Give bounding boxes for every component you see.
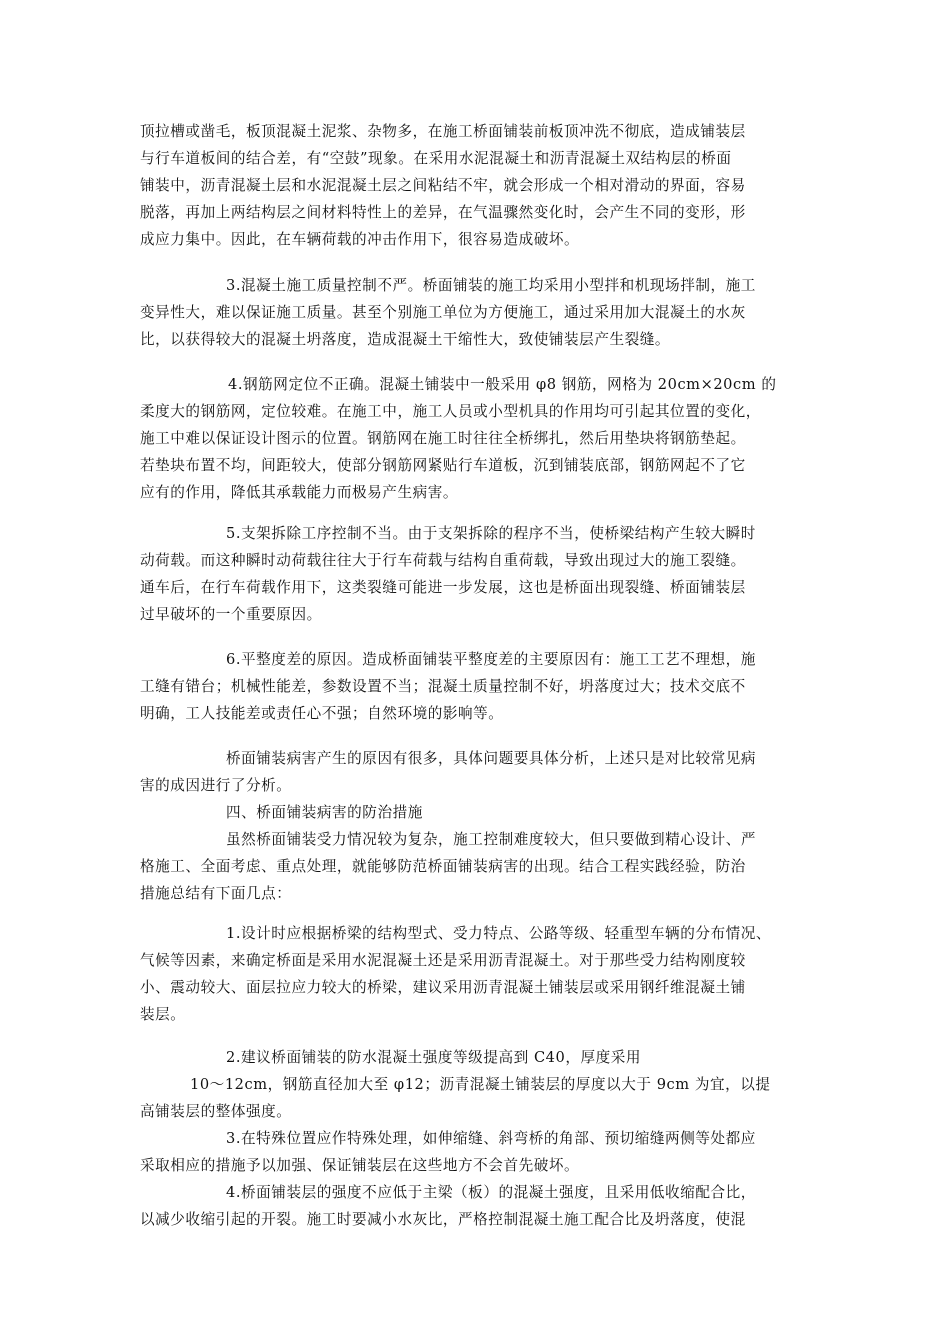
text-line: 顶拉槽或凿毛，板顶混凝土泥浆、杂物多，在施工桥面铺装前板顶冲洗不彻底，造成铺装层 (140, 123, 746, 140)
section-summary-and-heading (140, 745, 830, 907)
text-line: 4.钢筋网定位不正确。混凝土铺装中一般采用 φ8 钢筋，网格为 20cm×20cm 的 (228, 376, 777, 393)
paragraph-bond-failure (140, 118, 830, 253)
text-line: 施工中难以保证设计图示的位置。钢筋网在施工时往往全桥绑扎，然后用垫块将钢筋垫起。 (140, 430, 746, 447)
text-line: 采取相应的措施予以加强、保证铺装层在这些地方不会首先破坏。 (140, 1157, 580, 1174)
text-line: 比，以获得较大的混凝土坍落度，造成混凝土干缩性大，致使铺装层产生裂缝。 (140, 331, 671, 348)
text-line: 5.支架拆除工序控制不当。由于支架拆除的程序不当，使桥梁结构产生较大瞬时 (226, 525, 756, 542)
text-line: 3.在特殊位置应作特殊处理，如伸缩缝、斜弯桥的角部、预切缩缝两侧等处都应 (226, 1130, 756, 1147)
text-line: 小、震动较大、面层拉应力较大的桥梁，建议采用沥青混凝土铺装层或采用钢纤维混凝土铺 (140, 979, 746, 996)
text-line: 3.混凝土施工质量控制不严。桥面铺装的施工均采用小型拌和机现场拌制，施工 (226, 277, 756, 294)
text-line: 与行车道板间的结合差，有“空鼓”现象。在采用水泥混凝土和沥青混凝土双结构层的桥面 (140, 150, 732, 167)
text-line: 气候等因素，来确定桥面是采用水泥混凝土还是采用沥青混凝土。对于那些受力结构刚度较 (140, 952, 746, 969)
text-line: 柔度大的钢筋网，定位较难。在施工中，施工人员或小型机具的作用均可引起其位置的变化， (140, 403, 761, 420)
text-line: 桥面铺装病害产生的原因有很多，具体问题要具体分析，上述只是对比较常见病 (226, 750, 757, 767)
section-heading: 四、桥面铺装病害的防治措施 (226, 804, 423, 821)
text-line: 应有的作用，降低其承载能力而极易产生病害。 (140, 484, 459, 501)
paragraph-measure-1 (140, 920, 830, 1028)
text-line: 工缝有错台；机械性能差，参数设置不当；混凝土质量控制不好，坍落度过大；技术交底不 (140, 678, 746, 695)
text-line: 高铺装层的整体强度。 (140, 1103, 292, 1120)
text-line: 动荷载。而这种瞬时动荷载往往大于行车荷载与结构自重荷载，导致出现过大的施工裂缝。 (140, 552, 746, 569)
text-line: 虽然桥面铺装受力情况较为复杂，施工控制难度较大，但只要做到精心设计、严 (226, 831, 757, 848)
text-line: 装层。 (140, 1006, 186, 1023)
text-line: 铺装中，沥青混凝土层和水泥混凝土层之间粘结不牢，就会形成一个相对滑动的界面，容易 (140, 177, 746, 194)
text-line: 过早破坏的一个重要原因。 (140, 606, 322, 623)
text-line: 格施工、全面考虑、重点处理，就能够防范桥面铺装病害的出现。结合工程实践经验，防治 (140, 858, 746, 875)
text-line: 通车后，在行车荷载作用下，这类裂缝可能进一步发展，这也是桥面出现裂缝、桥面铺装层 (140, 579, 746, 596)
text-line: 成应力集中。因此，在车辆荷载的冲击作用下，很容易造成破坏。 (140, 231, 580, 248)
text-line: 2.建议桥面铺装的防水混凝土强度等级提高到 C40，厚度采用 (226, 1049, 642, 1066)
text-line: 10～12cm，钢筋直径加大至 φ12；沥青混凝土铺装层的厚度以大于 9cm 为宜，以提 (190, 1076, 771, 1093)
text-line: 4.桥面铺装层的强度不应低于主梁（板）的混凝土强度，且采用低收缩配合比， (226, 1184, 756, 1201)
text-line: 措施总结有下面几点： (140, 885, 292, 902)
text-line: 以减少收缩引起的开裂。施工时要减小水灰比，严格控制混凝土施工配合比及坍落度，使混 (140, 1211, 746, 1228)
text-line: 害的成因进行了分析。 (140, 777, 292, 794)
paragraph-item-3 (140, 272, 830, 353)
text-line: 1.设计时应根据桥梁的结构型式、受力特点、公路等级、轻重型车辆的分布情况、 (226, 925, 772, 942)
text-line: 脱落，再加上两结构层之间材料特性上的差异，在气温骤然变化时，会产生不同的变形，形 (140, 204, 746, 221)
text-line: 6.平整度差的原因。造成桥面铺装平整度差的主要原因有：施工工艺不理想，施 (226, 651, 756, 668)
paragraph-item-6 (140, 646, 830, 727)
paragraph-item-4 (140, 371, 830, 506)
text-line: 变异性大，难以保证施工质量。甚至个别施工单位为方便施工，通过采用加大混凝土的水灰 (140, 304, 746, 321)
text-line: 若垫块布置不均，间距较大，使部分钢筋网紧贴行车道板，沉到铺装底部，钢筋网起不了它 (140, 457, 746, 474)
paragraph-item-5 (140, 520, 830, 628)
paragraph-measures-2-4 (140, 1044, 830, 1233)
text-line: 明确，工人技能差或责任心不强；自然环境的影响等。 (140, 705, 504, 722)
